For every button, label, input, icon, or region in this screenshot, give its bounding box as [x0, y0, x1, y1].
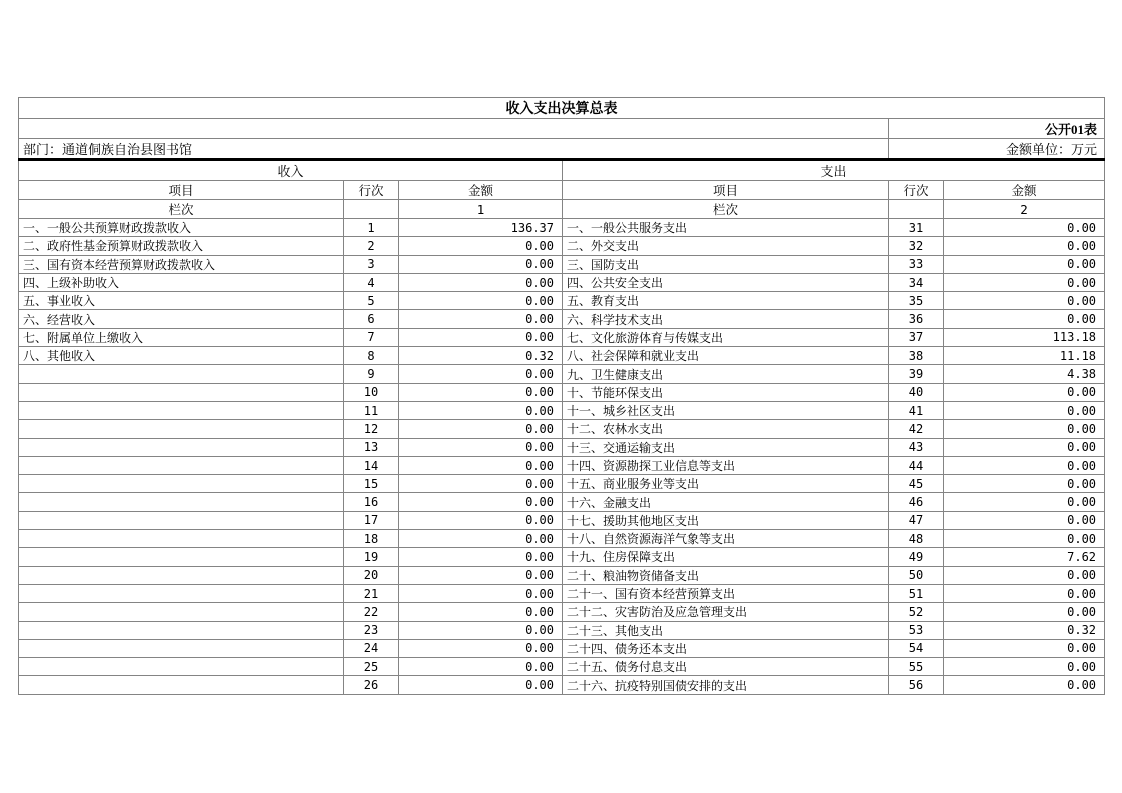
table-row: [19, 273, 1105, 291]
expense-item-cell: 十九、住房保障支出: [563, 548, 889, 566]
expense-line-cell: 41: [889, 401, 944, 419]
income-amount-cell: 0.00: [399, 530, 563, 548]
table-row: [19, 420, 1105, 438]
income-index-label: 栏次: [19, 200, 344, 219]
expense-col-index: 2: [944, 200, 1105, 219]
income-line-cell: 18: [344, 530, 399, 548]
unit-label: 金额单位：万元: [889, 139, 1105, 160]
expense-amount-cell: 0.00: [944, 566, 1105, 584]
expense-item-cell: 十四、资源勘探工业信息等支出: [563, 456, 889, 474]
expense-line-cell: 34: [889, 273, 944, 291]
table-row: [19, 548, 1105, 566]
title-row: [19, 98, 1105, 119]
income-line-cell: 25: [344, 658, 399, 676]
income-amount-cell: 0.00: [399, 456, 563, 474]
table-row: [19, 310, 1105, 328]
data-rows-body: [19, 219, 1105, 695]
department-row: [19, 139, 1105, 160]
income-item-cell: [19, 493, 344, 511]
expense-line-cell: 52: [889, 603, 944, 621]
income-item-cell: [19, 658, 344, 676]
expense-item-cell: 十二、农林水支出: [563, 420, 889, 438]
expense-line-cell: 54: [889, 639, 944, 657]
income-amount-cell: 0.00: [399, 566, 563, 584]
expense-line-cell: 40: [889, 383, 944, 401]
income-amount-cell: 0.00: [399, 438, 563, 456]
expense-line-cell: 49: [889, 548, 944, 566]
expense-line-cell: 44: [889, 456, 944, 474]
expense-amount-cell: 0.00: [944, 639, 1105, 657]
expense-item-cell: 二十二、灾害防治及应急管理支出: [563, 603, 889, 621]
income-line-cell: 24: [344, 639, 399, 657]
expense-item-cell: 六、科学技术支出: [563, 310, 889, 328]
expense-item-cell: 二、外交支出: [563, 237, 889, 255]
income-line-cell: 11: [344, 401, 399, 419]
table-row: [19, 237, 1105, 255]
income-item-cell: [19, 676, 344, 694]
expense-item-cell: 三、国防支出: [563, 255, 889, 273]
income-line-cell: 21: [344, 584, 399, 602]
income-item-cell: [19, 401, 344, 419]
expense-line-cell: 50: [889, 566, 944, 584]
final-accounts-sheet: [18, 97, 1105, 695]
expense-line-cell: 36: [889, 310, 944, 328]
expense-index-label: 栏次: [563, 200, 889, 219]
expense-line-cell: 45: [889, 475, 944, 493]
income-line-cell: 5: [344, 292, 399, 310]
expense-col-header-item: 项目: [563, 181, 889, 200]
income-line-cell: 26: [344, 676, 399, 694]
income-item-cell: [19, 365, 344, 383]
table-row: [19, 292, 1105, 310]
expense-amount-cell: 0.00: [944, 237, 1105, 255]
income-line-cell: 7: [344, 328, 399, 346]
income-amount-cell: 0.00: [399, 310, 563, 328]
income-item-cell: [19, 438, 344, 456]
expense-line-cell: 35: [889, 292, 944, 310]
income-amount-cell: 0.00: [399, 365, 563, 383]
expense-amount-cell: 0.00: [944, 438, 1105, 456]
expense-line-cell: 46: [889, 493, 944, 511]
table-row: [19, 255, 1105, 273]
expense-item-cell: 四、公共安全支出: [563, 273, 889, 291]
income-line-cell: 2: [344, 237, 399, 255]
income-item-cell: 八、其他收入: [19, 347, 344, 365]
income-amount-cell: 0.00: [399, 548, 563, 566]
income-line-cell: 13: [344, 438, 399, 456]
section-header-row: [19, 160, 1105, 181]
income-item-cell: 一、一般公共预算财政拨款收入: [19, 219, 344, 237]
expense-amount-cell: 0.00: [944, 310, 1105, 328]
expense-section-header: 支出: [563, 160, 1105, 181]
expense-line-cell: 39: [889, 365, 944, 383]
income-amount-cell: 0.00: [399, 511, 563, 529]
expense-amount-cell: 113.18: [944, 328, 1105, 346]
table-row: [19, 347, 1105, 365]
expense-item-cell: 二十四、债务还本支出: [563, 639, 889, 657]
expense-item-cell: 七、文化旅游体育与传媒支出: [563, 328, 889, 346]
income-line-cell: 3: [344, 255, 399, 273]
expense-amount-cell: 0.00: [944, 292, 1105, 310]
expense-amount-cell: 7.62: [944, 548, 1105, 566]
expense-item-cell: 十一、城乡社区支出: [563, 401, 889, 419]
expense-col-header-line: 行次: [889, 181, 944, 200]
code-row-spacer: [19, 119, 889, 139]
expense-amount-cell: 11.18: [944, 347, 1105, 365]
expense-item-cell: 十、节能环保支出: [563, 383, 889, 401]
expense-amount-cell: 0.00: [944, 219, 1105, 237]
table-row: [19, 328, 1105, 346]
income-amount-cell: 0.00: [399, 584, 563, 602]
income-col-header-item: 项目: [19, 181, 344, 200]
expense-line-cell: 55: [889, 658, 944, 676]
table-row: [19, 475, 1105, 493]
income-item-cell: [19, 639, 344, 657]
expense-line-cell: 47: [889, 511, 944, 529]
table-code-row: [19, 119, 1105, 139]
income-amount-cell: 0.00: [399, 255, 563, 273]
income-item-cell: [19, 530, 344, 548]
expense-item-cell: 十五、商业服务业等支出: [563, 475, 889, 493]
table-row: [19, 493, 1105, 511]
expense-item-cell: 十六、金融支出: [563, 493, 889, 511]
expense-index-line-spacer: [889, 200, 944, 219]
expense-item-cell: 十七、援助其他地区支出: [563, 511, 889, 529]
income-section-header: 收入: [19, 160, 563, 181]
income-line-cell: 16: [344, 493, 399, 511]
expense-amount-cell: 0.00: [944, 401, 1105, 419]
income-item-cell: [19, 566, 344, 584]
income-col-index: 1: [399, 200, 563, 219]
expense-line-cell: 32: [889, 237, 944, 255]
income-item-cell: 七、附属单位上缴收入: [19, 328, 344, 346]
income-amount-cell: 0.00: [399, 621, 563, 639]
income-amount-cell: 136.37: [399, 219, 563, 237]
income-item-cell: [19, 621, 344, 639]
expense-amount-cell: 0.00: [944, 511, 1105, 529]
expense-item-cell: 八、社会保障和就业支出: [563, 347, 889, 365]
expense-amount-cell: 0.00: [944, 584, 1105, 602]
expense-col-header-amount: 金额: [944, 181, 1105, 200]
income-amount-cell: 0.00: [399, 401, 563, 419]
income-line-cell: 12: [344, 420, 399, 438]
income-item-cell: [19, 548, 344, 566]
table-row: [19, 456, 1105, 474]
page-title: 收入支出决算总表: [19, 98, 1105, 119]
expense-item-cell: 九、卫生健康支出: [563, 365, 889, 383]
expense-amount-cell: 0.00: [944, 493, 1105, 511]
table-row: [19, 219, 1105, 237]
expense-item-cell: 十三、交通运输支出: [563, 438, 889, 456]
table-code: 公开01表: [889, 119, 1105, 139]
expense-item-cell: 二十六、抗疫特别国债安排的支出: [563, 676, 889, 694]
income-item-cell: [19, 383, 344, 401]
income-amount-cell: 0.00: [399, 658, 563, 676]
expense-item-cell: 二十、粮油物资储备支出: [563, 566, 889, 584]
income-line-cell: 19: [344, 548, 399, 566]
income-item-cell: [19, 475, 344, 493]
table-row: [19, 658, 1105, 676]
expense-line-cell: 48: [889, 530, 944, 548]
expense-amount-cell: 0.00: [944, 658, 1105, 676]
income-line-cell: 1: [344, 219, 399, 237]
income-amount-cell: 0.32: [399, 347, 563, 365]
income-amount-cell: 0.00: [399, 603, 563, 621]
income-line-cell: 20: [344, 566, 399, 584]
income-amount-cell: 0.00: [399, 639, 563, 657]
expense-line-cell: 31: [889, 219, 944, 237]
expense-item-cell: 二十一、国有资本经营预算支出: [563, 584, 889, 602]
income-line-cell: 22: [344, 603, 399, 621]
income-index-line-spacer: [344, 200, 399, 219]
income-amount-cell: 0.00: [399, 328, 563, 346]
income-item-cell: 五、事业收入: [19, 292, 344, 310]
income-line-cell: 17: [344, 511, 399, 529]
income-amount-cell: 0.00: [399, 273, 563, 291]
expense-amount-cell: 0.00: [944, 255, 1105, 273]
expense-line-cell: 51: [889, 584, 944, 602]
income-item-cell: 三、国有资本经营预算财政拨款收入: [19, 255, 344, 273]
expense-line-cell: 56: [889, 676, 944, 694]
income-amount-cell: 0.00: [399, 292, 563, 310]
expense-amount-cell: 0.00: [944, 475, 1105, 493]
expense-amount-cell: 0.00: [944, 676, 1105, 694]
expense-line-cell: 37: [889, 328, 944, 346]
table-row: [19, 530, 1105, 548]
income-amount-cell: 0.00: [399, 237, 563, 255]
income-item-cell: [19, 603, 344, 621]
income-amount-cell: 0.00: [399, 493, 563, 511]
expense-amount-cell: 0.00: [944, 383, 1105, 401]
income-item-cell: 二、政府性基金预算财政拨款收入: [19, 237, 344, 255]
income-item-cell: [19, 420, 344, 438]
income-line-cell: 10: [344, 383, 399, 401]
expense-line-cell: 33: [889, 255, 944, 273]
table-row: [19, 621, 1105, 639]
table-row: [19, 438, 1105, 456]
column-header-row: [19, 181, 1105, 200]
expense-item-cell: 二十三、其他支出: [563, 621, 889, 639]
table-row: [19, 511, 1105, 529]
expense-amount-cell: 0.00: [944, 273, 1105, 291]
expense-line-cell: 53: [889, 621, 944, 639]
income-line-cell: 14: [344, 456, 399, 474]
expense-line-cell: 38: [889, 347, 944, 365]
income-line-cell: 15: [344, 475, 399, 493]
income-line-cell: 23: [344, 621, 399, 639]
expense-item-cell: 十八、自然资源海洋气象等支出: [563, 530, 889, 548]
income-line-cell: 6: [344, 310, 399, 328]
table-row: [19, 639, 1105, 657]
expense-item-cell: 五、教育支出: [563, 292, 889, 310]
income-item-cell: [19, 511, 344, 529]
income-line-cell: 8: [344, 347, 399, 365]
income-item-cell: 六、经营收入: [19, 310, 344, 328]
expense-line-cell: 42: [889, 420, 944, 438]
income-line-cell: 4: [344, 273, 399, 291]
table-row: [19, 365, 1105, 383]
table-row: [19, 566, 1105, 584]
column-index-row: [19, 200, 1105, 219]
table-row: [19, 676, 1105, 694]
income-item-cell: 四、上级补助收入: [19, 273, 344, 291]
expense-amount-cell: 4.38: [944, 365, 1105, 383]
expense-line-cell: 43: [889, 438, 944, 456]
expense-amount-cell: 0.00: [944, 603, 1105, 621]
table-row: [19, 401, 1105, 419]
income-item-cell: [19, 584, 344, 602]
expense-amount-cell: 0.00: [944, 420, 1105, 438]
income-col-header-line: 行次: [344, 181, 399, 200]
income-amount-cell: 0.00: [399, 475, 563, 493]
expense-amount-cell: 0.32: [944, 621, 1105, 639]
expense-amount-cell: 0.00: [944, 530, 1105, 548]
expense-amount-cell: 0.00: [944, 456, 1105, 474]
table-row: [19, 603, 1105, 621]
income-item-cell: [19, 456, 344, 474]
income-line-cell: 9: [344, 365, 399, 383]
final-accounts-table: [18, 97, 1105, 695]
expense-item-cell: 二十五、债务付息支出: [563, 658, 889, 676]
expense-item-cell: 一、一般公共服务支出: [563, 219, 889, 237]
income-amount-cell: 0.00: [399, 676, 563, 694]
table-row: [19, 383, 1105, 401]
department-label: 部门：通道侗族自治县图书馆: [19, 139, 889, 160]
table-row: [19, 584, 1105, 602]
income-amount-cell: 0.00: [399, 420, 563, 438]
income-col-header-amount: 金额: [399, 181, 563, 200]
income-amount-cell: 0.00: [399, 383, 563, 401]
